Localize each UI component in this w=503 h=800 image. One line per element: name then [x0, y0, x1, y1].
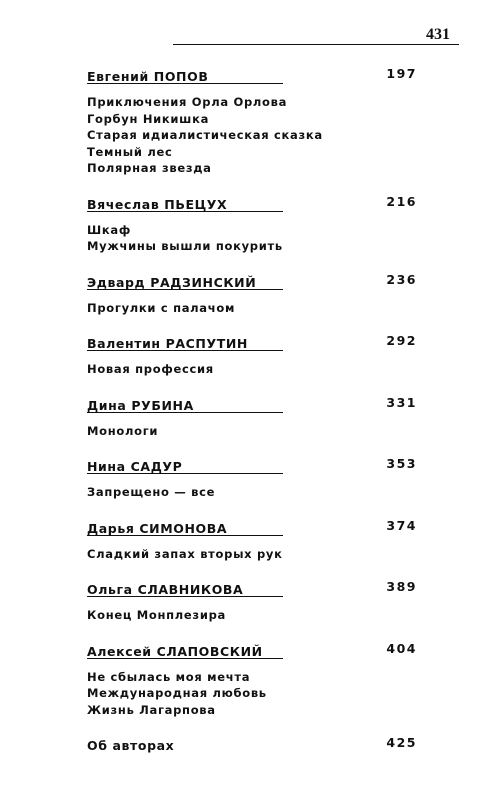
work-title: Запрещено — все — [87, 485, 216, 499]
work-title: Не сбылась моя мечта — [87, 669, 251, 684]
page-ref: 197 — [386, 66, 417, 81]
work-title: Приключения Орла Орлова — [87, 95, 288, 109]
toc-entry-head — [87, 735, 417, 754]
toc-entry-head — [87, 456, 417, 475]
toc-entry-head — [87, 66, 417, 85]
work-title: Международная любовь — [87, 686, 267, 700]
author-name: Нина САДУР — [87, 459, 183, 474]
work-list — [87, 300, 417, 317]
work-title: Жизнь Лагарпова — [87, 702, 216, 717]
author-rule — [87, 658, 283, 659]
toc-entry — [87, 579, 417, 624]
author-rule — [87, 83, 283, 84]
toc-entry — [87, 333, 417, 378]
page-ref: 404 — [386, 640, 417, 656]
work-title: Шкаф — [87, 222, 131, 237]
toc-entry — [87, 395, 417, 440]
author-name: Эдвард РАДЗИНСКИЙ — [87, 274, 257, 290]
author-rule — [87, 211, 283, 212]
work-title: Мужчины вышли покурить — [87, 239, 283, 253]
page-ref: 374 — [386, 517, 417, 533]
toc-entry-head — [87, 333, 417, 352]
author-name: Валентин РАСПУТИН — [87, 336, 248, 351]
toc-entry-head — [87, 641, 417, 660]
page-ref: 292 — [386, 333, 417, 348]
toc-entry — [87, 66, 417, 177]
header-rule — [173, 44, 459, 45]
work-title: Монологи — [87, 423, 159, 438]
toc-entry — [87, 194, 417, 255]
author-rule — [87, 289, 283, 290]
work-title: Новая профессия — [87, 362, 214, 376]
toc-entry-head — [87, 518, 417, 537]
work-title: Прогулки с палачом — [87, 300, 236, 315]
work-list — [87, 546, 417, 563]
author-name: Вячеслав ПЬЕЦУХ — [87, 196, 228, 212]
work-list — [87, 94, 417, 177]
about-authors-label: Об авторах — [87, 738, 175, 753]
toc-entry-head — [87, 194, 417, 213]
toc-entry — [87, 518, 417, 563]
author-rule — [87, 535, 283, 536]
work-list — [87, 607, 417, 624]
toc-entry-head — [87, 579, 417, 598]
author-rule — [87, 596, 283, 597]
work-title: Старая идиалистическая сказка — [87, 128, 323, 142]
work-title: Горбун Никишка — [87, 111, 210, 126]
toc-entry — [87, 272, 417, 317]
work-title: Конец Монплезира — [87, 608, 226, 622]
author-rule — [87, 350, 283, 351]
author-name: Алексей СЛАПОВСКИЙ — [87, 643, 263, 659]
page-ref: 236 — [386, 271, 417, 287]
work-title: Темный лес — [87, 144, 173, 159]
author-rule — [87, 473, 283, 474]
author-name: Дарья СИМОНОВА — [87, 520, 228, 536]
work-title: Полярная звезда — [87, 161, 212, 175]
author-rule — [87, 412, 283, 413]
work-list — [87, 222, 417, 255]
toc-entry-head — [87, 272, 417, 291]
work-list — [87, 669, 417, 719]
work-list — [87, 484, 417, 501]
page-ref: 216 — [386, 193, 417, 209]
toc-entry-about-authors — [87, 735, 417, 754]
author-name: Ольга СЛАВНИКОВА — [87, 582, 244, 597]
page-number: 431 — [426, 26, 450, 43]
page-ref: 389 — [386, 579, 417, 594]
toc-entry — [87, 456, 417, 501]
table-of-contents — [87, 66, 417, 754]
toc-entry-head — [87, 395, 417, 414]
toc-entry — [87, 641, 417, 719]
author-name: Евгений ПОПОВ — [87, 69, 209, 84]
page-ref: 331 — [386, 394, 417, 410]
page-ref: 353 — [386, 456, 417, 471]
page-ref: 425 — [386, 735, 417, 750]
author-name: Дина РУБИНА — [87, 397, 194, 413]
work-title: Сладкий запах вторых рук — [87, 546, 283, 561]
work-list — [87, 361, 417, 378]
work-list — [87, 423, 417, 440]
